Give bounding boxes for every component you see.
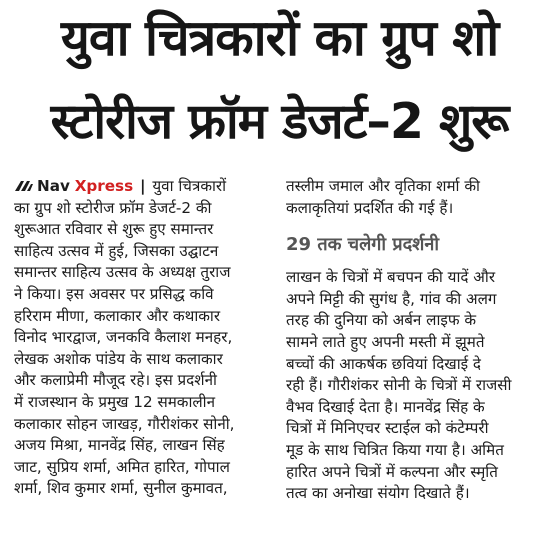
brand-nav: Nav bbox=[37, 177, 70, 195]
section-subheading: 29 तक चलेगी प्रदर्शनी bbox=[286, 234, 440, 256]
nav-xpress-logo-icon bbox=[14, 179, 34, 193]
left-line-10: में राजस्थान के प्रमुख 12 समकालीन bbox=[14, 392, 216, 411]
left-line-14: शर्मा, शिव कुमार शर्मा, सुनील कुमावत, bbox=[14, 479, 228, 498]
headline-line-2: स्टोरीज फ्रॉम डेजर्ट–2 शुरू bbox=[50, 93, 509, 150]
article-body-right-intro bbox=[286, 176, 546, 219]
right-line-4: बच्चों की आकर्षक छवियां दिखाई दे bbox=[286, 354, 481, 373]
right-line-8: मूड के साथ चित्रित किया गया है। अमित bbox=[286, 440, 504, 459]
left-line-11: कलाकार सोहन जाखड़, गौरीशंकर सोनी, bbox=[14, 414, 235, 433]
right-line-2: तरह की दुनिया को अर्बन लाइफ के bbox=[286, 311, 477, 330]
right-column bbox=[286, 176, 546, 505]
brand-xpress: Xpress bbox=[74, 177, 134, 195]
right-line-7: चित्रों में मिनिएचर स्टाईल को कंटेम्परी bbox=[286, 419, 489, 438]
article-body-left bbox=[14, 176, 272, 500]
right-line-6: वैभव दिखाई देता है। मानवेंद्र सिंह के bbox=[286, 397, 485, 416]
right-line-3: सामने लाते हुए अपनी मस्ती में झूमते bbox=[286, 332, 485, 351]
left-line-1: का ग्रुप शो स्टोरीज फ्रॉम डेजर्ट-2 की bbox=[14, 198, 212, 217]
right-line-1: अपने मिट्टी की सुगंध है, गांव की अलग bbox=[286, 289, 497, 308]
article-body-right bbox=[286, 267, 546, 505]
left-line-4: समान्तर साहित्य उत्सव के अध्यक्ष तुराज bbox=[14, 263, 231, 282]
right-line-5: रही हैं। गौरीशंकर सोनी के चित्रों में राजसी bbox=[286, 376, 512, 395]
byline bbox=[14, 176, 272, 198]
left-line-13: जाट, सुप्रिय शर्मा, अमित हारित, गोपाल bbox=[14, 457, 230, 476]
byline-separator: | bbox=[139, 177, 146, 195]
left-line-9: और कलाप्रेमी मौजूद रहे। इस प्रदर्शनी bbox=[14, 371, 217, 390]
left-line-8: लेखक अशोक पांडेय के साथ कलाकार bbox=[14, 349, 223, 368]
right-line-0: लाखन के चित्रों में बचपन की यादें और bbox=[286, 268, 496, 287]
left-line-7: विनोद भारद्वाज, जनकवि कैलाश मनहर, bbox=[14, 328, 233, 347]
left-line-0: युवा चित्रकारों bbox=[152, 177, 227, 195]
left-column bbox=[14, 176, 272, 500]
left-line-6: हरिराम मीणा, कलाकार और कथाकार bbox=[14, 306, 221, 325]
right-line-10: तत्व का अनोखा संयोग दिखाते हैं। bbox=[286, 484, 470, 503]
right-intro-line-1: कलाकृतियां प्रदर्शित की गई हैं। bbox=[286, 198, 454, 217]
right-intro-line-0: तस्लीम जमाल और वृतिका शर्मा की bbox=[286, 177, 480, 195]
left-line-2: शुरूआत रविवार से शुरू हुए समान्तर bbox=[14, 220, 214, 239]
left-line-12: अजय मिश्रा, मानवेंद्र सिंह, लाखन सिंह bbox=[14, 436, 225, 455]
right-line-9: हारित अपने चित्रों में कल्पना और स्मृति bbox=[286, 462, 498, 481]
left-line-3: साहित्य उत्सव में हुई, जिसका उद्घाटन bbox=[14, 241, 219, 260]
headline-line-1: युवा चित्रकारों का ग्रुप शो bbox=[60, 9, 499, 67]
left-line-5: ने किया। इस अवसर पर प्रसिद्ध कवि bbox=[14, 284, 214, 303]
